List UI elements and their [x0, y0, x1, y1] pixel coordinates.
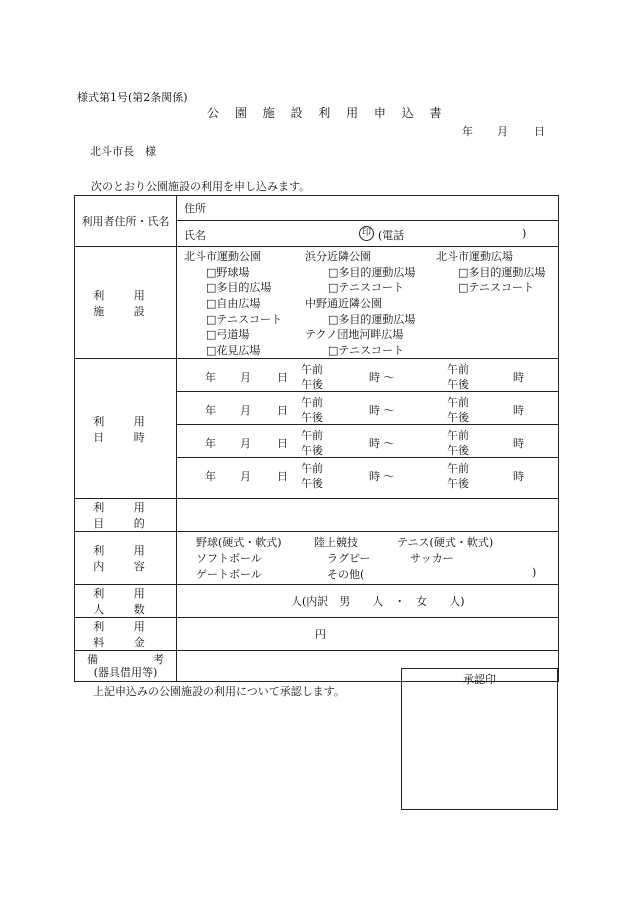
date-pm-from-label: 午後	[301, 411, 323, 424]
address-label: 住所	[184, 202, 206, 215]
content-option[interactable]: サッカー	[410, 552, 454, 565]
content-options[interactable]	[177, 532, 559, 585]
facility-checkbox[interactable]: □テニスコート	[206, 312, 282, 326]
intro-text: 次のとおり公園施設の利用を申し込みます。	[91, 180, 311, 193]
facility-checkbox[interactable]: □弓道場	[206, 328, 250, 342]
date-pm-to-label: 午後	[447, 378, 469, 391]
date-hour-from-label: 時 〜	[369, 404, 395, 417]
date-month-label: 月	[240, 371, 251, 384]
date-am-to-label: 午前	[447, 429, 469, 442]
date-month-label: 月	[240, 470, 251, 483]
date-pm-from-label: 午後	[301, 444, 323, 457]
content-other-option[interactable]: その他(	[327, 568, 365, 581]
content-label: 利 用 内 容	[75, 532, 177, 585]
date-hour-to-label: 時	[513, 437, 524, 450]
facility-checkbox[interactable]: □多目的運動広場	[328, 265, 416, 279]
date-day-label: 日	[277, 470, 288, 483]
date-year-label: 年	[205, 404, 216, 417]
date-month-label: 月	[497, 125, 508, 138]
name-field[interactable]	[177, 221, 559, 247]
remarks-label: 備 考 (器具借用等)	[75, 651, 177, 682]
facility-checkbox[interactable]: □多目的運動広場	[328, 312, 416, 326]
application-form-table	[74, 195, 559, 682]
content-option[interactable]: 野球(硬式・軟式)	[196, 536, 282, 549]
name-label: 氏名	[184, 229, 206, 242]
date-hour-from-label: 時 〜	[369, 437, 395, 450]
facility-checkbox[interactable]: □多目的広場	[206, 281, 272, 295]
date-year-label: 年	[205, 371, 216, 384]
approval-stamp-box	[401, 668, 558, 810]
content-option[interactable]: テニス(硬式・軟式)	[397, 536, 494, 549]
date-pm-from-label: 午後	[301, 378, 323, 391]
facility-checkbox[interactable]: □テニスコート	[328, 281, 404, 295]
date-pm-to-label: 午後	[447, 444, 469, 457]
date-day-label: 日	[277, 371, 288, 384]
fee-unit: 円	[315, 628, 326, 641]
people-field[interactable]	[177, 585, 559, 618]
date-pm-from-label: 午後	[301, 477, 323, 490]
address-field[interactable]	[177, 196, 559, 221]
fee-label: 利 用 料 金	[75, 618, 177, 651]
approval-text: 上記申込みの公園施設の利用について承認します。	[93, 685, 345, 698]
content-option[interactable]: 陸上競技	[314, 536, 358, 549]
form-number: 様式第1号(第2条関係)	[77, 91, 188, 104]
facility-checkbox[interactable]: □野球場	[206, 265, 250, 279]
fee-field[interactable]	[177, 618, 559, 651]
applicant-label: 利用者住所・氏名	[75, 196, 177, 247]
date-row[interactable]	[177, 458, 558, 490]
date-am-from-label: 午前	[301, 363, 323, 376]
addressee: 北斗市長 様	[90, 145, 156, 158]
facilities-options[interactable]	[177, 247, 559, 359]
date-am-from-label: 午前	[301, 429, 323, 442]
content-option[interactable]: ゲートボール	[196, 568, 262, 581]
content-other-close: )	[532, 566, 537, 579]
date-am-from-label: 午前	[301, 396, 323, 409]
facility-group-nakano: 中野通近隣公園	[305, 297, 382, 311]
facility-group-hamawake: 浜分近隣公園	[305, 250, 371, 263]
page-title: 公 園 施 設 利 用 申 込 書	[207, 106, 448, 120]
purpose-label: 利 用 目 的	[75, 499, 177, 532]
date-month-label: 月	[240, 437, 251, 450]
date-hour-to-label: 時	[513, 371, 524, 384]
date-am-to-label: 午前	[447, 462, 469, 475]
date-am-to-label: 午前	[447, 396, 469, 409]
date-hour-to-label: 時	[513, 470, 524, 483]
date-am-to-label: 午前	[447, 363, 469, 376]
date-day-label: 日	[277, 437, 288, 450]
content-option[interactable]: ソフトボール	[196, 552, 262, 565]
date-year-label: 年	[462, 125, 473, 138]
date-pm-to-label: 午後	[447, 477, 469, 490]
date-year-label: 年	[205, 437, 216, 450]
date-hour-to-label: 時	[513, 404, 524, 417]
date-day-label: 日	[534, 125, 545, 138]
facility-checkbox[interactable]: □花見広場	[206, 344, 261, 358]
date-row[interactable]	[177, 392, 558, 425]
date-hour-from-label: 時 〜	[369, 470, 395, 483]
facility-checkbox[interactable]: □自由広場	[206, 297, 261, 311]
date-am-from-label: 午前	[301, 462, 323, 475]
date-hour-from-label: 時 〜	[369, 371, 395, 384]
date-year-label: 年	[205, 470, 216, 483]
phone-close: )	[522, 227, 527, 240]
dates-label: 利 用 日 時	[75, 359, 177, 499]
facility-checkbox[interactable]: □テニスコート	[328, 344, 404, 358]
date-month-label: 月	[240, 404, 251, 417]
people-breakdown: 人(内訳 男 人 ・ 女 人)	[291, 595, 465, 608]
date-row[interactable]	[177, 425, 558, 458]
date-pm-to-label: 午後	[447, 411, 469, 424]
date-day-label: 日	[277, 404, 288, 417]
seal-mark: 印	[359, 226, 374, 241]
dates-field[interactable]	[177, 359, 559, 499]
facility-group-undo-koen: 北斗市運動公園	[184, 250, 261, 263]
facility-group-techno: テクノ団地河畔広場	[305, 328, 404, 342]
purpose-field[interactable]	[177, 499, 559, 532]
approval-stamp-label: 承認印	[463, 673, 496, 686]
content-option[interactable]: ラグビー	[327, 552, 371, 565]
phone-label: (電話	[378, 229, 405, 242]
people-label: 利 用 人 数	[75, 585, 177, 618]
facilities-label: 利 用 施 設	[75, 247, 177, 359]
facility-checkbox[interactable]: □多目的運動広場	[458, 265, 546, 279]
facility-checkbox[interactable]: □テニスコート	[458, 281, 534, 295]
date-row[interactable]	[177, 359, 558, 392]
facility-group-undo-hiroba: 北斗市運動広場	[436, 250, 513, 263]
